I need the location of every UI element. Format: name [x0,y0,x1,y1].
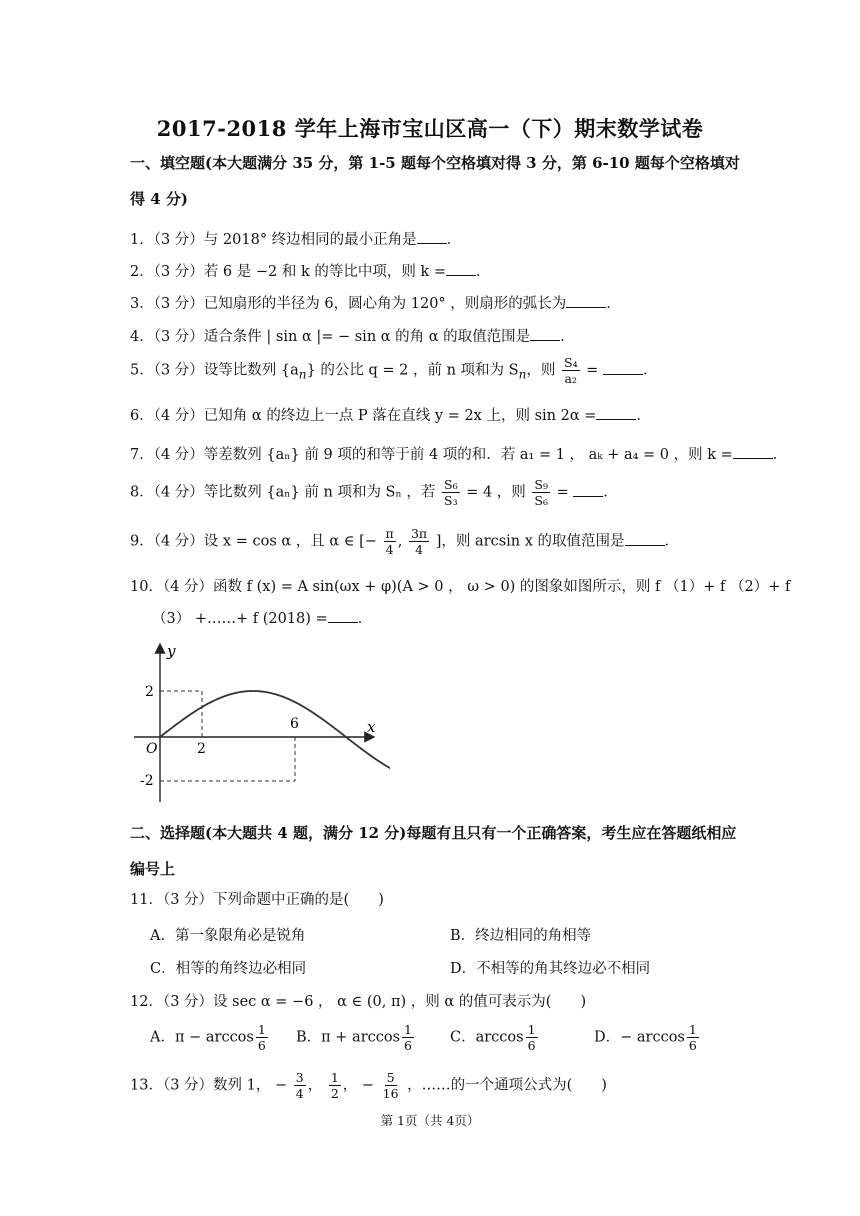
question-9: 9．（4 分）设 x = cos α ，且 α ∈ [− $\frac{\pi}{4}$ , $\frac{3\pi}{4}$ ]，则 arcsin x 的取值范围是 ． [130,526,680,557]
question-7: 7．（4 分）等差数列 {aₙ} 前 9 项的和等于前 4 项的和．若 a₁ = 1 ， aₖ + a₄ = 0 ，则 k = ． [130,443,787,464]
q12-option-c: C．arccos $\frac{1}{6}$ [450,1022,536,1053]
answer-blank [603,360,643,375]
q12-option-a: A．π − arccos $\frac{1}{6}$ [150,1022,266,1053]
page-footer: 第 1页（共 4页） [380,1113,480,1128]
y-tick-label: -2 [140,773,154,789]
fraction-3-4: $\frac{3}{4}$ [295,1070,304,1101]
fraction-1-6: $\frac{1}{6}$ [688,1022,697,1053]
answer-blank [328,608,358,623]
fraction-3pi-4: $\frac{3\pi}{4}$ [410,526,428,557]
fraction-1-6: $\frac{1}{6}$ [257,1022,266,1053]
fraction-5-16: $\frac{5}{16}$ [382,1070,399,1101]
answer-blank [625,531,665,546]
y-tick-label: 2 [145,684,154,700]
section-2-heading: 二、选择题(本大题共 4 题，满分 12 分)每题有且只有一个正确答案，考生应在答题纸相应编号上 [130,824,737,878]
fraction-1-2: $\frac{1}{2}$ [330,1070,339,1101]
x-axis-label: x [367,718,376,736]
x-tick-label: 6 [290,716,299,732]
fraction-1-6: $\frac{1}{6}$ [527,1022,536,1053]
fraction-s6-s3: $\frac{\text{S₆}}{\text{S₃}}$ [444,477,458,508]
fraction-1-6: $\frac{1}{6}$ [404,1022,412,1053]
q11-option-c: C．相等的角终边必相同 [150,961,307,977]
answer-blank [596,405,636,420]
x-tick-label: 2 [197,741,206,757]
y-axis-label: y [167,642,176,660]
question-3: 3．（3 分）已知扇形的半径为 6，圆心角为 120° ，则扇形的弧长为 ． [130,292,621,313]
question-8: 8．（4 分）等比数列 {aₙ} 前 n 项和为 Sₙ ，若 $\frac{\text{S₆}}{\text{S₃}}$ = 4 ，则 $\frac{\text{S₉}}{\text{S₆}}$ = ． [130,477,618,508]
sine-curve [160,691,390,770]
answer-blank [566,293,606,308]
question-10-continued: （3） +……+ f (2018) = ． [152,607,372,628]
question-5: 5．（3 分）设等比数列 $\{a_n\}$ 的公比 q = 2 ，前 n 项和为 $S_n$，则 $\frac{\text{S₄}}{\text{a₂}}$ = ． [130,355,658,386]
question-10: 10．（4 分）函数 f (x) = A sin(ωx + φ)(A > 0 ， ω > 0) 的图象如图所示，则 f （1）+ f （2）+ f [130,579,791,595]
q12-option-d: D．− arccos $\frac{1}{6}$ [594,1022,697,1053]
fraction-s4-a2: $\frac{\text{S₄}}{\text{a₂}}$ [564,355,578,386]
fraction-s9-s6: $\frac{\text{S₉}}{\text{S₆}}$ [534,477,548,508]
question-12: 12．（3 分）设 sec α = −6 ， α ∈ (0, π) ，则 α 的值可表示为( ) [130,994,587,1010]
sine-graph [130,640,390,810]
answer-blank [573,482,603,497]
answer-blank [417,229,447,244]
page-title: 2017-2018 学年上海市宝山区高一（下）期末数学试卷 [156,116,704,141]
answer-blank [530,326,560,341]
section-1-heading: 一、填空题(本大题满分 35 分，第 1-5 题每个空格填对得 3 分，第 6-10 题每个空格填对得 4 分) [130,154,740,208]
q11-option-d: D．不相等的角其终边必不相同 [450,961,651,977]
answer-blank [446,261,476,276]
question-2: 2．（3 分）若 6 是 −2 和 k 的等比中项，则 k = ． [130,260,491,281]
origin-label: O [146,741,158,757]
question-11: 11．（3 分）下列命题中正确的是( ) [130,892,384,908]
fraction-pi-4: $\frac{\pi}{4}$ [385,526,394,557]
question-13: 13．（3 分）数列 1， − $\frac{3}{4}$ ， $\frac{1}{2}$ ， − $\frac{5}{16}$ ，……的一个通项公式为( ) [130,1070,607,1101]
answer-blank [733,444,773,459]
q12-option-b: B．π + arccos $\frac{1}{6}$ [296,1022,412,1053]
question-6: 6．（4 分）已知角 α 的终边上一点 P 落在直线 y = 2x 上，则 sin 2α = ． [130,404,651,425]
q11-option-b: B．终边相同的角相等 [450,928,592,944]
question-4: 4．（3 分）适合条件 | sin α |= − sin α 的角 α 的取值范围是 ． [130,325,575,346]
question-1: 1．（3 分）与 2018° 终边相同的最小正角是 ． [130,228,461,249]
q11-option-a: A．第一象限角必是锐角 [150,928,306,944]
